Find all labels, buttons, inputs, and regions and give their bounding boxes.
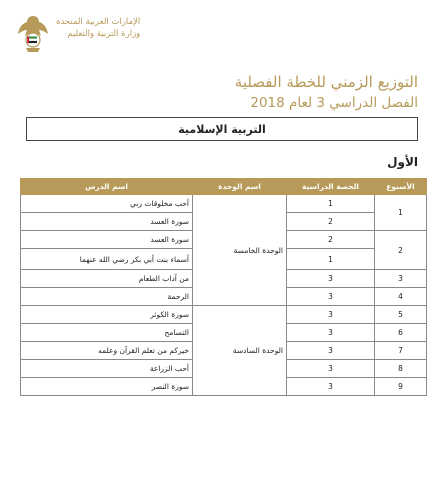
plan-title-block [26, 72, 418, 113]
period-cell: 1 [287, 195, 375, 213]
week-cell: 5 [375, 306, 427, 324]
period-cell: 3 [287, 378, 375, 396]
lesson-cell: من آداب الطعام [21, 270, 193, 288]
period-cell: 3 [287, 306, 375, 324]
subject-name: التربية الإسلامية [178, 122, 266, 136]
period-cell: 2 [287, 213, 375, 231]
lesson-cell: خيركم من تعلم القرآن وعلمه [21, 342, 193, 360]
plan-title: التوزيع الزمني للخطة الفصلية [234, 73, 418, 91]
unit-cell: الوحدة السادسة [193, 306, 287, 396]
period-cell: 3 [287, 324, 375, 342]
header-lesson: اسم الدرس [21, 179, 193, 195]
term-label: الأول [387, 155, 418, 169]
plan-subtitle: الفصل الدراسي 3 لعام 2018 [250, 95, 418, 111]
ministry-line-1: الإمارات العربية المتحدة [56, 17, 141, 27]
table-row [21, 195, 427, 213]
period-cell: 1 [287, 249, 375, 270]
header-week: الأسبوع [375, 179, 427, 195]
lesson-cell: سورة النصر [21, 378, 193, 396]
lesson-cell: أحب الزراعة [21, 360, 193, 378]
week-cell: 7 [375, 342, 427, 360]
lesson-cell: التسامح [21, 324, 193, 342]
header-period: الحصة الدراسية [287, 179, 375, 195]
week-cell: 6 [375, 324, 427, 342]
ministry-name [56, 16, 140, 40]
period-cell: 3 [287, 270, 375, 288]
uae-emblem-icon [16, 12, 50, 56]
schedule-table [20, 178, 427, 396]
period-cell: 3 [287, 360, 375, 378]
table-row [21, 306, 427, 324]
lesson-cell: سورة الكوثر [21, 306, 193, 324]
subject-box [26, 117, 418, 141]
table-header-row [21, 179, 427, 195]
lesson-cell: الرحمة [21, 288, 193, 306]
lesson-cell: سورة العسد [21, 213, 193, 231]
lesson-cell: أحب مخلوقات ربي [21, 195, 193, 213]
week-cell: 8 [375, 360, 427, 378]
week-cell: 9 [375, 378, 427, 396]
week-cell: 4 [375, 288, 427, 306]
week-cell: 3 [375, 270, 427, 288]
unit-cell: الوحدة الخامسة [193, 195, 287, 306]
ministry-line-2: وزارة التربية والتعليم [67, 29, 141, 39]
period-cell: 3 [287, 342, 375, 360]
period-cell: 3 [287, 288, 375, 306]
period-cell: 2 [287, 231, 375, 249]
header-unit: اسم الوحدة [193, 179, 287, 195]
week-cell: 2 [375, 231, 427, 270]
lesson-cell: سورة العسد [21, 231, 193, 249]
lesson-cell: أسماء بنت أبي بكر رضي الله عنهما [21, 249, 193, 270]
week-cell: 1 [375, 195, 427, 231]
